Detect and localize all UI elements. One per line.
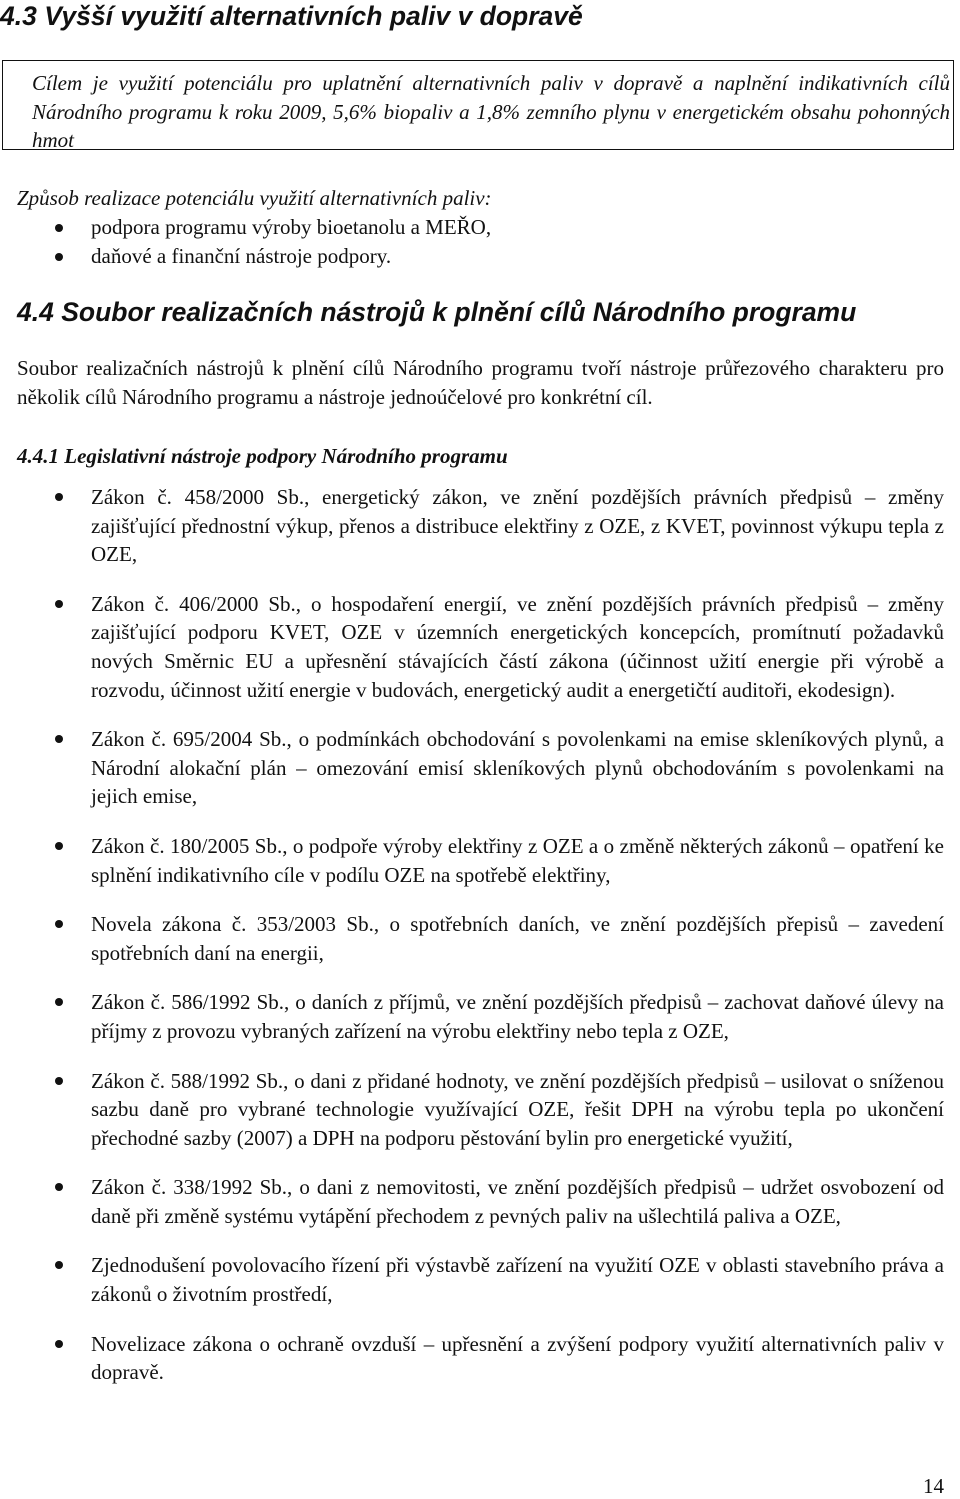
bullet-icon [55, 1077, 63, 1085]
bullet-icon [55, 1183, 63, 1191]
bullet-icon [55, 600, 63, 608]
goal-text: Cílem je využití potenciálu pro uplatnění alternativních paliv v dopravě a naplnění indikativních cílů Národního programu k roku 2009, 5,6% biopaliv a 1,8% zemního plynu v energetickém obsahu pohonných hmot [32, 71, 950, 153]
list-item-text: Novela zákona č. 353/2003 Sb., o spotřebních daních, ve znění pozdějších přepisů – zavedení spotřebních daní na energii, [91, 912, 944, 965]
list-item-text: podpora programu výroby bioetanolu a MEŘO, [91, 215, 492, 239]
bullet-icon [55, 920, 63, 928]
list-item [0, 832, 944, 889]
bullet-icon [55, 253, 63, 261]
list-item [0, 213, 491, 242]
bullet-icon [55, 842, 63, 850]
list-item-text: Zákon č. 338/1992 Sb., o dani z nemovitosti, ve znění pozdějších předpisů – udržet osvobození od daně při změně systému vytápění přechodem z pevných paliv na ušlechtilá paliva a OZE, [91, 1175, 944, 1228]
section-4-4-heading: 4.4 Soubor realizačních nástrojů k plnění cílů Národního programu [17, 297, 857, 327]
list-item [0, 590, 944, 704]
list-item [0, 988, 944, 1045]
bullet-icon [55, 1261, 63, 1269]
list-item [0, 1067, 944, 1153]
legislative-instruments-list [0, 483, 944, 1408]
bullet-icon [55, 998, 63, 1006]
bullet-icon [55, 1340, 63, 1348]
list-item-text: Zákon č. 588/1992 Sb., o dani z přidané hodnoty, ve znění pozdějších předpisů – usilovat o sníženou sazbu daně pro vybrané technologie využívající OZE, řešit DPH na výrobu tepla po ukončení přechodné sazby (2007) a DPH na podporu pěstování bylin pro energetické využití, [91, 1068, 944, 1150]
list-item-text: Zjednodušení povolovacího řízení při výstavbě zařízení na využití OZE v oblasti stavebního práva a zákonů o životním prostředí, [91, 1253, 944, 1307]
subsection-4-4-1-heading: 4.4.1 Legislativní nástroje podpory Národního programu [17, 444, 508, 468]
goal-box [2, 60, 954, 153]
list-item [0, 242, 491, 271]
list-item-text: Zákon č. 458/2000 Sb., energetický zákon, ve znění pozdějších právních předpisů – změny zajišťující přednostní výkup, přenos a distribuce elektřiny z OZE, z KVET, povinnost výkupu tepla z OZE, [91, 485, 944, 567]
list-item-text: Zákon č. 406/2000 Sb., o hospodaření energií, ve znění pozdějších právních předpisů – změny zajišťující podporu KVET, OZE v územních energetických koncepcích, promítnutí požadavků nových Směrnic EU a upřesnění stávajících částí zákona (účinnost užití energie při výrobě a rozvodu, účinnost užití energie v budovách, energetický audit a energetičtí auditoři, ekodesign). [91, 591, 944, 702]
list-item-text: Zákon č. 180/2005 Sb., o podpoře výroby elektřiny z OZE a o změně některých zákonů – opatření ke splnění indikativního cíle v podílu OZE na spotřebě elektřiny, [91, 833, 944, 887]
method-title: Způsob realizace potenciálu využití alternativních paliv: [17, 186, 492, 210]
bullet-icon [55, 735, 63, 743]
list-item-text: daňové a finanční nástroje podpory. [91, 244, 392, 268]
list-item [0, 910, 944, 967]
page-number: 14 [923, 1474, 944, 1498]
list-item [0, 1330, 944, 1387]
list-item-text: Zákon č. 586/1992 Sb., o daních z příjmů, ve znění pozdějších předpisů – zachovat daňové úlevy na příjmy z provozu vybraných zařízení na výrobu elektřiny nebo tepla z OZE, [91, 990, 944, 1043]
section-4-3-heading: 4.3 Vyšší využití alternativních paliv v dopravě [0, 1, 583, 31]
list-item [0, 483, 944, 569]
list-item-text: Novelizace zákona o ochraně ovzduší – upřesnění a zvýšení podpory využití alternativních paliv v dopravě. [91, 1331, 944, 1385]
method-list [0, 213, 491, 271]
bullet-icon [55, 224, 63, 232]
bullet-icon [55, 493, 63, 501]
section-4-4-paragraph: Soubor realizačních nástrojů k plnění cílů Národního programu tvoří nástroje průřezového charakteru pro několik cílů Národního programu a nástroje jednoúčelové pro konkrétní cíl. [17, 356, 944, 409]
list-item [0, 1251, 944, 1308]
list-item [0, 1173, 944, 1230]
list-item [0, 725, 944, 811]
list-item-text: Zákon č. 695/2004 Sb., o podmínkách obchodování s povolenkami na emise skleníkových plynů, a Národní alokační plán – omezování emisí skleníkových plynů obchodováním s povolenkami na jejich emise, [91, 727, 944, 809]
